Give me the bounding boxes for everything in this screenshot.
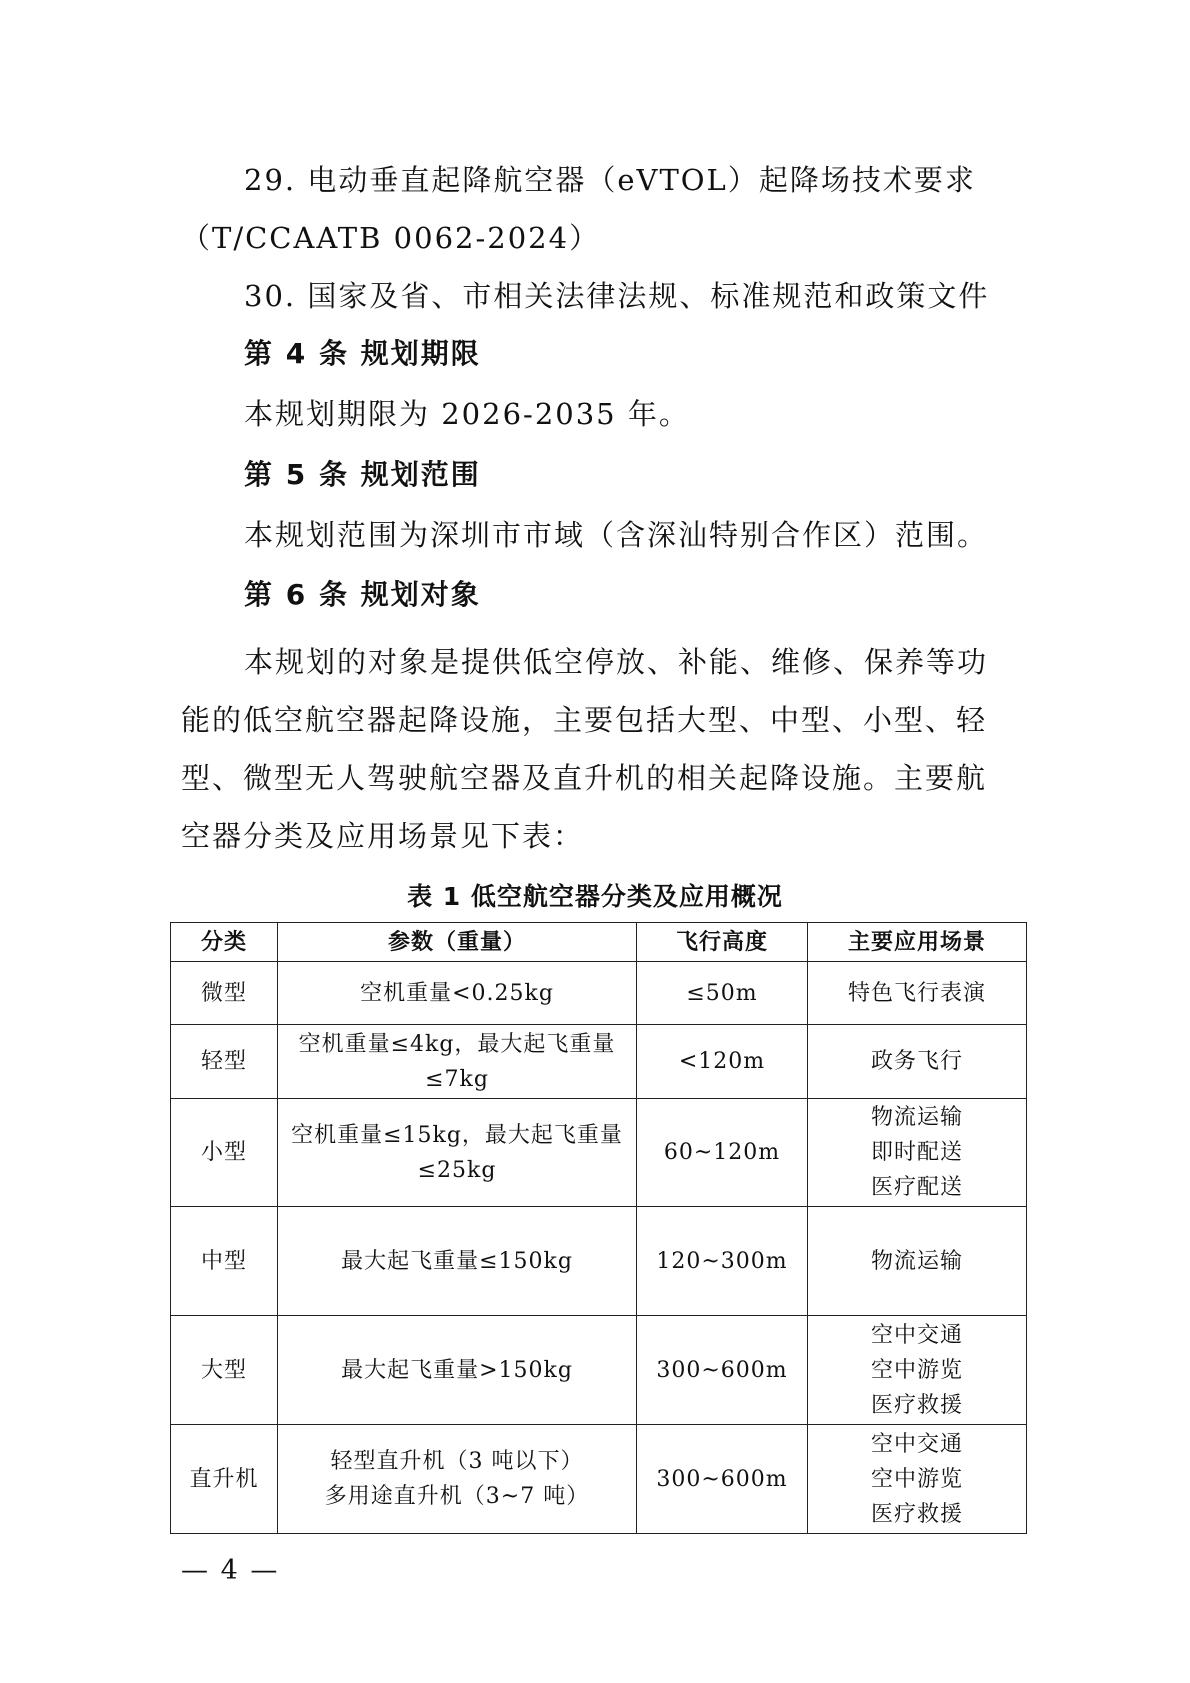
aircraft-classification-table	[170, 922, 1027, 1534]
params-line: ≤7kg	[425, 1066, 489, 1092]
category-cell: 大型	[171, 1316, 278, 1425]
table-row	[171, 962, 1027, 1025]
uses-cell	[808, 1099, 1027, 1207]
category-cell: 中型	[171, 1207, 278, 1316]
altitude-cell: 120~300m	[637, 1207, 808, 1316]
article-5-text: 本规划范围为深圳市市域（含深汕特别合作区）范围。	[244, 518, 989, 552]
article-4-text: 本规划期限为 2026-2035 年。	[244, 397, 690, 431]
uses-cell	[808, 1316, 1027, 1425]
use-line: 空中交通	[870, 1431, 963, 1457]
category-cell: 微型	[171, 962, 278, 1025]
article-6-paragraph-line: 本规划的对象是提供低空停放、补能、维修、保养等功	[244, 645, 989, 679]
uses-cell	[808, 962, 1027, 1025]
use-line: 空中交通	[870, 1322, 963, 1348]
altitude-cell: ≤50m	[637, 962, 808, 1025]
header-params: 参数（重量）	[278, 923, 637, 962]
table-row	[171, 1316, 1027, 1425]
reference-item-29: 29. 电动垂直起降航空器（eVTOL）起降场技术要求	[244, 163, 976, 197]
params-cell	[278, 1099, 637, 1207]
use-line: 即时配送	[870, 1140, 963, 1165]
use-line: 空中游览	[870, 1466, 963, 1492]
altitude-cell: 300~600m	[637, 1425, 808, 1534]
params-line: 多用途直升机（3~7 吨）	[324, 1484, 590, 1509]
uses-cell	[808, 1025, 1027, 1099]
article-6-paragraph-line: 空器分类及应用场景见下表：	[181, 819, 585, 853]
params-line: 空机重量≤15kg，最大起飞重量	[291, 1122, 623, 1148]
reference-item-29-code: （T/CCAATB 0062-2024）	[181, 221, 601, 255]
use-line: 医疗配送	[870, 1175, 963, 1200]
header-altitude: 飞行高度	[637, 923, 808, 962]
params-line: 轻型直升机（3 吨以下）	[330, 1449, 584, 1474]
use-line: 特色飞行表演	[847, 980, 986, 1006]
article-6-heading: 第 6 条 规划对象	[244, 578, 481, 611]
header-category: 分类	[171, 923, 278, 962]
params-line: ≤25kg	[417, 1157, 497, 1183]
table-caption: 表 1 低空航空器分类及应用概况	[407, 882, 783, 911]
article-5-heading: 第 5 条 规划范围	[244, 458, 481, 491]
article-6-paragraph-line: 型、微型无人驾驶航空器及直升机的相关起降设施。主要航	[181, 761, 988, 795]
category-cell: 小型	[171, 1099, 278, 1207]
params-cell	[278, 962, 637, 1025]
params-cell	[278, 1025, 637, 1099]
altitude-cell: 60~120m	[637, 1099, 808, 1207]
table-row	[171, 1207, 1027, 1316]
params-line: 最大起飞重量>150kg	[341, 1357, 573, 1383]
reference-item-30: 30. 国家及省、市相关法律法规、标准规范和政策文件	[244, 279, 990, 313]
use-line: 物流运输	[870, 1105, 963, 1130]
params-cell	[278, 1207, 637, 1316]
header-uses: 主要应用场景	[808, 923, 1027, 962]
params-line: 空机重量<0.25kg	[360, 980, 554, 1006]
use-line: 物流运输	[870, 1248, 963, 1274]
table-header-row	[171, 923, 1027, 962]
params-line: 最大起飞重量≤150kg	[341, 1248, 573, 1274]
use-line: 政务飞行	[870, 1049, 963, 1074]
table-row	[171, 1425, 1027, 1534]
table-row	[171, 1025, 1027, 1099]
article-6-paragraph-line: 能的低空航空器起降设施，主要包括大型、中型、小型、轻	[181, 703, 988, 737]
use-line: 医疗救援	[870, 1501, 963, 1527]
uses-cell	[808, 1425, 1027, 1534]
uses-cell	[808, 1207, 1027, 1316]
altitude-cell: 300~600m	[637, 1316, 808, 1425]
page-number: — 4 —	[181, 1555, 280, 1586]
altitude-cell: <120m	[637, 1025, 808, 1099]
table-row	[171, 1099, 1027, 1207]
params-line: 空机重量≤4kg，最大起飞重量	[298, 1031, 616, 1057]
use-line: 医疗救援	[870, 1392, 963, 1418]
params-cell	[278, 1425, 637, 1534]
category-cell: 直升机	[171, 1425, 278, 1534]
use-line: 空中游览	[870, 1357, 963, 1383]
params-cell	[278, 1316, 637, 1425]
article-4-heading: 第 4 条 规划期限	[244, 337, 481, 370]
category-cell: 轻型	[171, 1025, 278, 1099]
